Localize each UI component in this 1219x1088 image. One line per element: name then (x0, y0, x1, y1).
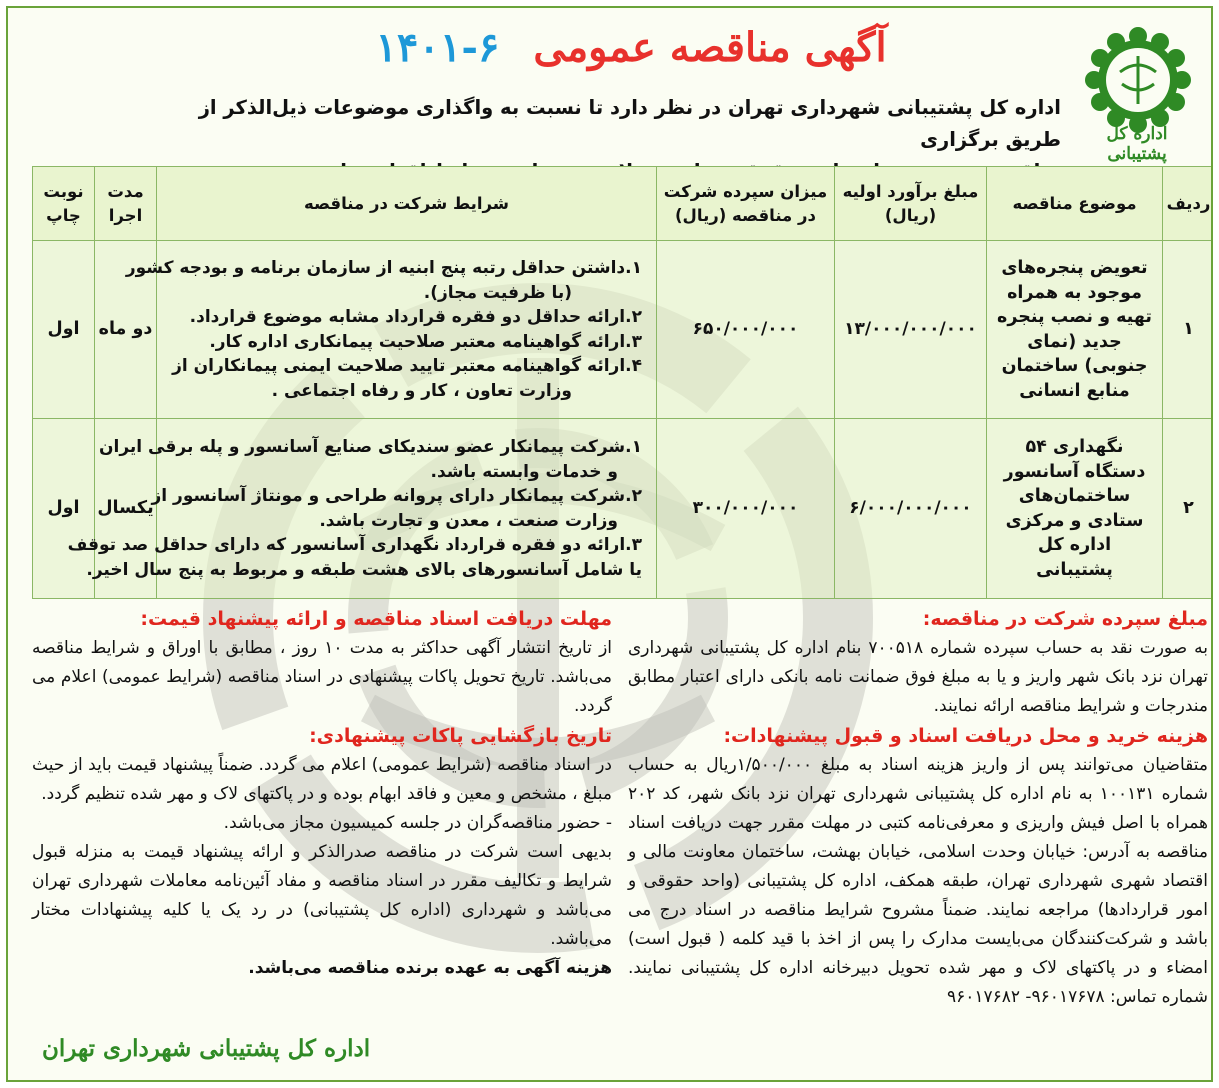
table-row (33, 419, 1214, 599)
row-deposit: ۳۰۰/۰۰۰/۰۰۰ (657, 419, 835, 599)
condition-line: ۳.ارائه دو فقره قرارداد نگهداری آسانسور که دارای حداقل صد توقف (67, 535, 642, 555)
right-column (628, 604, 1208, 1012)
condition-line: ۲.شرکت پیمانکار دارای پروانه طراحی و مونتاژ آسانسور از (151, 486, 642, 506)
condition-line: و خدمات وابسته باشد. (430, 461, 618, 482)
condition-line: (با ظرفیت مجاز). (423, 282, 572, 303)
deadline-title: مهلت دریافت اسناد مناقصه و ارائه پیشنهاد قیمت: (140, 608, 612, 630)
logo-caption: اداره کل پشتیبانی (1106, 124, 1168, 164)
tender-table (32, 166, 1213, 599)
intro-line-1: در نظر دارد تا نسبت به واگذاری موضوعات ذیل‌الذکر از طریق برگزاری (198, 96, 1061, 151)
row-duration: یکسال (95, 419, 157, 599)
row-subject: نگهداری ۵۴ دستگاه آسانسور ساختمان‌های ستادی و مرکزی اداره کل پشتیبانی (987, 419, 1163, 599)
condition-line: ۱.داشتن حداقل رتبه پنج ابنیه از سازمان برنامه و بودجه کشور (125, 258, 642, 278)
header-row-number: ردیف (1163, 167, 1214, 241)
deadline-text: از تاریخ انتشار آگهی حداکثر به مدت ۱۰ روز ، مطابق با اوراق و شرایط مناقصه می‌باشد. تاریخ تحویل پاکات پیشنهادی در اسناد مناقصه (شرایط عمومی) اعلام می گردد. (32, 638, 613, 716)
condition-line: ۳.ارائه گواهینامه معتبر صلاحیت پیمانکاری اداره کار. (209, 331, 642, 352)
acceptance-text: بدیهی است شرکت در مناقصه صدرالذکر و ارائه پیشنهاد قیمت به منزله قبول شرایط و تکالیف مقرر در اسناد مناقصه و مفاد آئین‌نامه معاملات شهرداری تهران می‌باشد و شهرداری (اداره کل پشتیبانی) در رد یک یا کلیه پیشنهادات مختار می‌باشد. (32, 842, 612, 949)
condition-line: یا شامل آسانسورهای بالای هشت طبقه و مربوط به پنج سال اخیر. (86, 559, 642, 580)
row-duration: دو ماه (95, 241, 157, 419)
row-deposit: ۶۵۰/۰۰۰/۰۰۰ (657, 241, 835, 419)
signature: اداره کل پشتیبانی شهرداری تهران (42, 1035, 371, 1062)
condition-line: ۱.شرکت پیمانکار عضو سندیکای صنایع آسانسور و پله برقی ایران (99, 437, 642, 457)
row-print: اول (33, 241, 95, 419)
row-number: ۱ (1163, 241, 1214, 419)
header (8, 8, 1211, 166)
intro-organization: اداره کل پشتیبانی شهرداری تهران (727, 96, 1061, 119)
row-estimate: ۶/۰۰۰/۰۰۰/۰۰۰ (835, 419, 987, 599)
header-conditions: شرایط شرکت در مناقصه (157, 167, 657, 241)
header-deposit: میزان سپرده شرکت در مناقصه (ریال) (657, 167, 835, 241)
condition-line: وزارت صنعت ، معدن و تجارت باشد. (319, 510, 618, 531)
page-title (301, 20, 961, 76)
details-section (32, 604, 1208, 1074)
cost-title: هزینه خرید و محل دریافت اسناد و قبول پیشنهادات: (723, 725, 1208, 747)
header-duration: مدت اجرا (95, 167, 157, 241)
row-subject: تعویض پنجره‌های موجود به همراه تهیه و نصب پنجره جدید (نمای جنوبی) ساختمان منابع انسانی (987, 241, 1163, 419)
opening-title: تاریخ بازگشایی پاکات پیشنهادی: (309, 725, 612, 747)
tender-notice (6, 6, 1213, 1082)
ad-cost-note: هزینه آگهی به عهده برنده مناقصه می‌باشد. (248, 958, 612, 978)
left-column (32, 604, 612, 983)
row-estimate: ۱۳/۰۰۰/۰۰۰/۰۰۰ (835, 241, 987, 419)
condition-line: ۲.ارائه حداقل دو فقره قرارداد مشابه موضوع قرارداد. (189, 307, 642, 327)
deposit-text: به صورت نقد به حساب سپرده شماره ۷۰۰۵۱۸ بنام اداره کل پشتیبانی شهرداری تهران نزد بانک شهر واریز و یا به مبلغ فوق ضمانت نامه بانکی دارای اعتبار مطابق مندرجات و شرایط مناقصه ارائه نمایند. (628, 638, 1208, 716)
opening-text: در اسناد مناقصه (شرایط عمومی) اعلام می گردد. ضمناً پیشنهاد قیمت باید از حیث مبلغ ، مشخص و معین و فاقد ابهام بوده و در پاکتهای لاک و مهر شده تنظیم گردد. (32, 755, 612, 804)
table-row (33, 241, 1214, 419)
header-subject: موضوع مناقصه (987, 167, 1163, 241)
condition-line: وزارت تعاون ، کار و رفاه اجتماعی . (271, 380, 572, 401)
cost-text: متقاضیان می‌توانند پس از واریز هزینه اسناد به مبلغ ۱/۵۰۰/۰۰۰ریال به حساب شماره ۱۰۰۱۳۱ به نام اداره کل پشتیبانی شهرداری تهران نزد بانک شهر، کد ۲۰۲ همراه با اصل فیش واریزی و معرفی‌نامه کتبی در مهلت مقرر جهت دریافت اسناد مناقصه به آدرس: خیابان وحدت اسلامی، خیابان بهشت، ساختمان معاونت مالی و اقتصاد شهری شهرداری تهران، طبقه همکف، اداره کل پشتیبانی (واحد حقوقی و امور قراردادها) مراجعه نمایند. ضمناً مشروح شرایط مناقصه در اسناد درج می باشد و شرکت‌کنندگان می‌بایست مدارک را پس از اخذ با قید کلمه ( قبول است) امضاء و در پاکتهای لاک و مهر شده تحویل دبیرخانه اداره کل پشتیبانی نمایند. شماره تماس: ۹۶۰۱۷۶۷۸- ۹۶۰۱۷۶۸۲ (628, 755, 1208, 1007)
deposit-title: مبلغ سپرده شرکت در مناقصه: (922, 608, 1208, 630)
header-print: نوبت چاپ (33, 167, 95, 241)
condition-line: ۴.ارائه گواهینامه معتبر تایید صلاحیت ایمنی پیمانکاران از (172, 356, 642, 376)
title-text: آگهی مناقصه عمومی (533, 24, 887, 71)
row-number: ۲ (1163, 419, 1214, 599)
title-number: ۶-۱۴۰۱ (375, 24, 500, 71)
header-estimate: مبلغ برآورد اولیه (ریال) (835, 167, 987, 241)
presence-text: - حضور مناقصه‌گران در جلسه کمیسیون مجاز می‌باشد. (223, 813, 612, 833)
row-print: اول (33, 419, 95, 599)
